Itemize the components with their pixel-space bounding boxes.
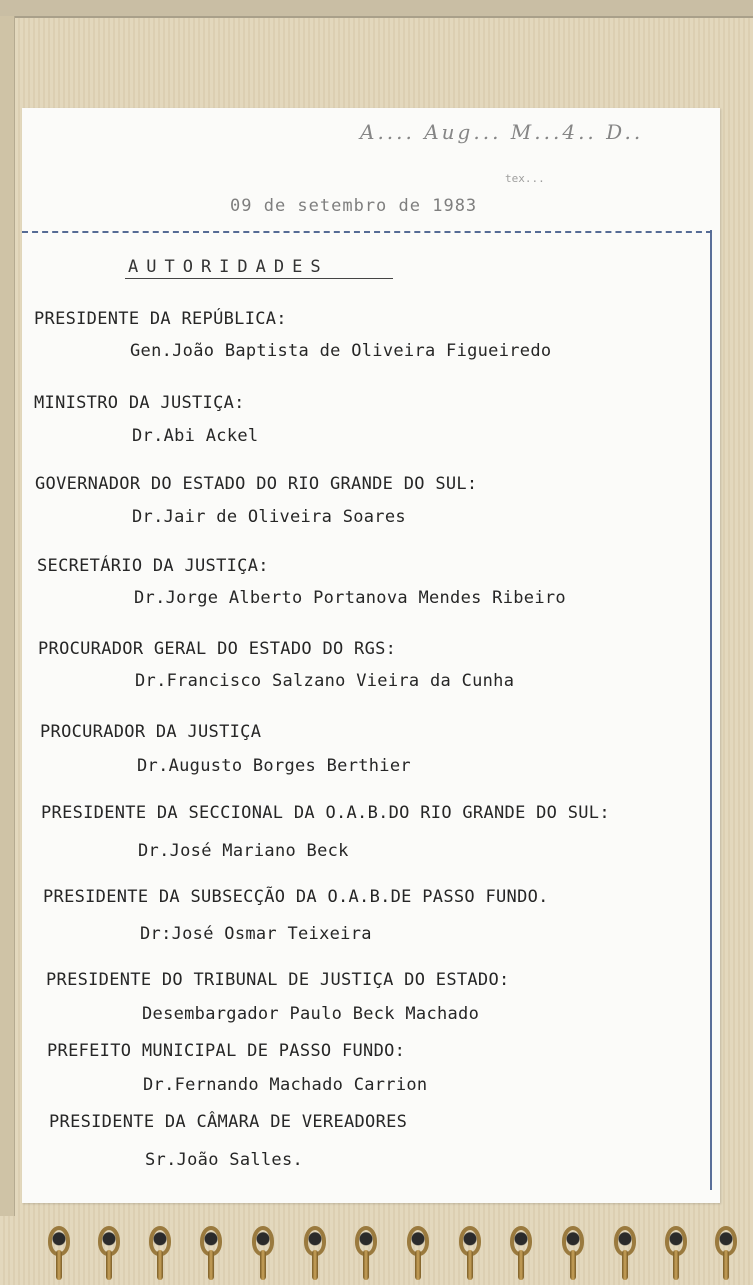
binder-ring-stem (415, 1250, 421, 1280)
entry-person: Dr.Francisco Salzano Vieira da Cunha (135, 671, 515, 691)
binder-ring-stem (673, 1250, 679, 1280)
document-title: AUTORIDADES (128, 257, 329, 277)
entry-person: Dr.Abi Ackel (132, 426, 259, 446)
entry-role: PRESIDENTE DA SECCIONAL DA O.A.B.DO RIO GRANDE DO SUL: (41, 803, 610, 823)
entry-person: Desembargador Paulo Beck Machado (142, 1004, 480, 1024)
entry-person: Sr.João Salles. (145, 1150, 304, 1170)
binder-ring-stem (622, 1250, 628, 1280)
entry-role: PRESIDENTE DO TRIBUNAL DE JUSTIÇA DO ESTADO: (46, 970, 510, 990)
binder-ring-stem (467, 1250, 473, 1280)
entry-role: PROCURADOR DA JUSTIÇA (40, 722, 262, 742)
binder-ring-stem (56, 1250, 62, 1280)
entry-role: MINISTRO DA JUSTIÇA: (34, 393, 245, 413)
entry-role: SECRETÁRIO DA JUSTIÇA: (37, 556, 269, 576)
entry-person: Dr.Augusto Borges Berthier (137, 756, 411, 776)
binder-ring-stem (260, 1250, 266, 1280)
binder-ring-stem (208, 1250, 214, 1280)
entry-role: PROCURADOR GERAL DO ESTADO DO RGS: (38, 639, 397, 659)
entry-role: GOVERNADOR DO ESTADO DO RIO GRANDE DO SUL: (35, 474, 478, 494)
date-line: 09 de setembro de 1983 (230, 196, 478, 216)
binder-ring-stem (570, 1250, 576, 1280)
binder-ring-stem (363, 1250, 369, 1280)
handwritten-note: A.... Aug... M...4.. D.. (360, 120, 644, 144)
faded-stamp: tex... (505, 172, 545, 185)
entry-person: Gen.João Baptista de Oliveira Figueiredo (130, 341, 552, 361)
entry-person: Dr.Fernando Machado Carrion (143, 1075, 428, 1095)
entry-person: Dr.Jair de Oliveira Soares (132, 507, 406, 527)
entry-role: PRESIDENTE DA CÂMARA DE VEREADORES (49, 1112, 408, 1132)
entry-person: Dr:José Osmar Teixeira (140, 924, 372, 944)
entry-role: PRESIDENTE DA SUBSECÇÃO DA O.A.B.DE PASSO FUNDO. (43, 887, 549, 907)
binder-ring-stem (106, 1250, 112, 1280)
entry-person: Dr.Jorge Alberto Portanova Mendes Ribeiro (134, 588, 566, 608)
binder-ring-stem (312, 1250, 318, 1280)
entry-person: Dr.José Mariano Beck (138, 841, 349, 861)
binder-ring-stem (157, 1250, 163, 1280)
entry-role: PRESIDENTE DA REPÚBLICA: (34, 309, 287, 329)
binder-ring-stem (723, 1250, 729, 1280)
binder-ring-stem (518, 1250, 524, 1280)
entry-role: PREFEITO MUNICIPAL DE PASSO FUNDO: (47, 1041, 406, 1061)
